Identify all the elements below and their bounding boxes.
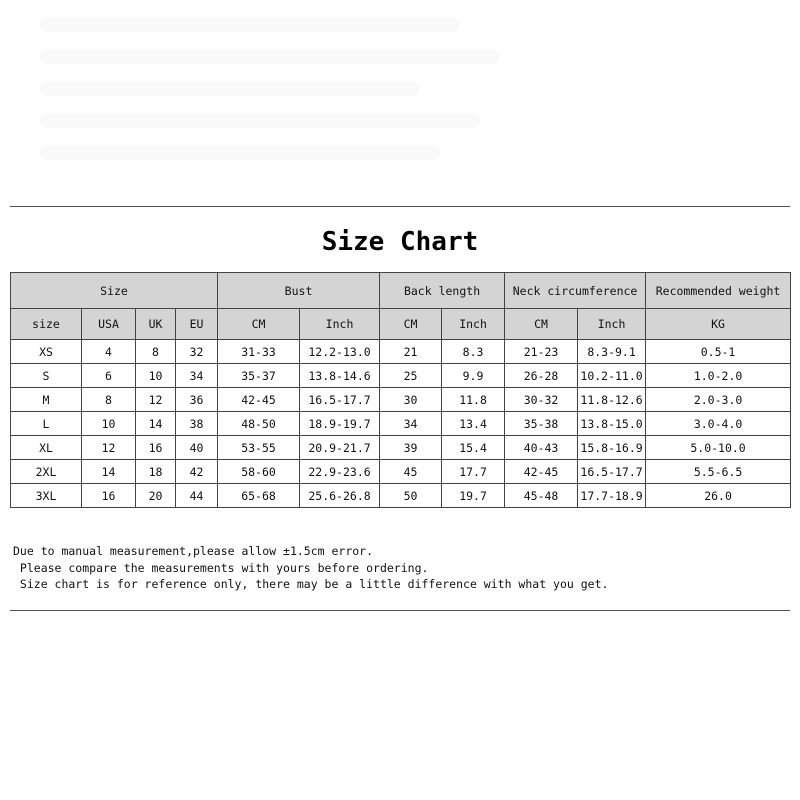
table-cell: M: [11, 388, 82, 412]
table-cell: L: [11, 412, 82, 436]
subheader-cell: EU: [176, 309, 218, 340]
subheader-cell: Inch: [578, 309, 646, 340]
chart-title: Size Chart: [321, 227, 479, 257]
table-cell: 16.5-17.7: [300, 388, 380, 412]
table-row: [11, 436, 791, 460]
table-cell: 9.9: [442, 364, 505, 388]
table-cell: 2.0-3.0: [646, 388, 791, 412]
table-cell: 58-60: [218, 460, 300, 484]
table-cell: 34: [380, 412, 442, 436]
table-cell: 19.7: [442, 484, 505, 508]
table-cell: 42-45: [505, 460, 578, 484]
table-cell: 12.2-13.0: [300, 340, 380, 364]
table-cell: 3XL: [11, 484, 82, 508]
subheader-cell: size: [11, 309, 82, 340]
table-cell: 25.6-26.8: [300, 484, 380, 508]
table-cell: 16.5-17.7: [578, 460, 646, 484]
table-cell: 5.0-10.0: [646, 436, 791, 460]
subheader-cell: CM: [218, 309, 300, 340]
header-size: Size: [11, 273, 218, 309]
table-cell: 34: [176, 364, 218, 388]
table-cell: 40-43: [505, 436, 578, 460]
table-row: [11, 484, 791, 508]
table-cell: 31-33: [218, 340, 300, 364]
table-cell: 13.8-14.6: [300, 364, 380, 388]
table-cell: 48-50: [218, 412, 300, 436]
table-cell: 10.2-11.0: [578, 364, 646, 388]
table-cell: 13.4: [442, 412, 505, 436]
table-cell: 30: [380, 388, 442, 412]
header-recommended-weight: Recommended weight: [646, 273, 791, 309]
table-cell: 5.5-6.5: [646, 460, 791, 484]
table-cell: S: [11, 364, 82, 388]
header-back-length: Back length: [380, 273, 505, 309]
table-cell: 16: [136, 436, 176, 460]
table-cell: 21-23: [505, 340, 578, 364]
notes: [13, 543, 608, 593]
table-cell: 32: [176, 340, 218, 364]
table-cell: 15.8-16.9: [578, 436, 646, 460]
table-cell: 11.8-12.6: [578, 388, 646, 412]
note-line: Due to manual measurement,please allow ±1.5cm error.: [13, 544, 374, 558]
subheader-cell: UK: [136, 309, 176, 340]
table-cell: 10: [82, 412, 136, 436]
subheader-cell: USA: [82, 309, 136, 340]
table-cell: 8.3: [442, 340, 505, 364]
table-cell: 38: [176, 412, 218, 436]
note-line: Please compare the measurements with yours before ordering.: [13, 560, 429, 575]
table-cell: 12: [136, 388, 176, 412]
table-cell: 14: [136, 412, 176, 436]
table-cell: 2XL: [11, 460, 82, 484]
table-cell: 16: [82, 484, 136, 508]
table-row: [11, 460, 791, 484]
subheader-cell: KG: [646, 309, 791, 340]
table-cell: 30-32: [505, 388, 578, 412]
table-cell: 17.7-18.9: [578, 484, 646, 508]
table-cell: 20.9-21.7: [300, 436, 380, 460]
table-cell: 21: [380, 340, 442, 364]
table-row: [11, 412, 791, 436]
table-cell: 22.9-23.6: [300, 460, 380, 484]
table-cell: 42: [176, 460, 218, 484]
table-cell: 14: [82, 460, 136, 484]
table-body: [11, 340, 791, 508]
table-cell: 3.0-4.0: [646, 412, 791, 436]
table-cell: 8: [136, 340, 176, 364]
subheader-cell: CM: [380, 309, 442, 340]
table-cell: 26.0: [646, 484, 791, 508]
table-cell: 6: [82, 364, 136, 388]
sub-header-row: [11, 309, 791, 340]
size-chart-card: [10, 206, 790, 611]
table-cell: 1.0-2.0: [646, 364, 791, 388]
table-cell: 4: [82, 340, 136, 364]
table-cell: 12: [82, 436, 136, 460]
table-cell: 8: [82, 388, 136, 412]
table-cell: 0.5-1: [646, 340, 791, 364]
table-cell: 20: [136, 484, 176, 508]
table-cell: 13.8-15.0: [578, 412, 646, 436]
table-cell: 26-28: [505, 364, 578, 388]
table-cell: 25: [380, 364, 442, 388]
table-cell: 10: [136, 364, 176, 388]
table-cell: 53-55: [218, 436, 300, 460]
table-cell: 11.8: [442, 388, 505, 412]
size-table: [10, 272, 791, 508]
subheader-cell: Inch: [442, 309, 505, 340]
table-cell: 50: [380, 484, 442, 508]
table-cell: 35-38: [505, 412, 578, 436]
note-line: Size chart is for reference only, there may be a little difference with what you get.: [13, 577, 609, 591]
table-cell: XL: [11, 436, 82, 460]
subheader-cell: CM: [505, 309, 578, 340]
table-cell: 44: [176, 484, 218, 508]
group-header-row: [11, 273, 791, 309]
header-bust: Bust: [218, 273, 380, 309]
table-cell: 42-45: [218, 388, 300, 412]
table-cell: 18.9-19.7: [300, 412, 380, 436]
header-neck-circumference: Neck circumference: [505, 273, 646, 309]
subheader-cell: Inch: [300, 309, 380, 340]
table-cell: 65-68: [218, 484, 300, 508]
table-cell: 36: [176, 388, 218, 412]
table-row: [11, 364, 791, 388]
table-row: [11, 340, 791, 364]
table-cell: XS: [11, 340, 82, 364]
table-cell: 15.4: [442, 436, 505, 460]
table-cell: 40: [176, 436, 218, 460]
table-cell: 45: [380, 460, 442, 484]
table-row: [11, 388, 791, 412]
table-cell: 35-37: [218, 364, 300, 388]
table-cell: 18: [136, 460, 176, 484]
table-cell: 17.7: [442, 460, 505, 484]
table-cell: 45-48: [505, 484, 578, 508]
table-cell: 39: [380, 436, 442, 460]
background-watermark: [40, 0, 560, 190]
table-cell: 8.3-9.1: [578, 340, 646, 364]
